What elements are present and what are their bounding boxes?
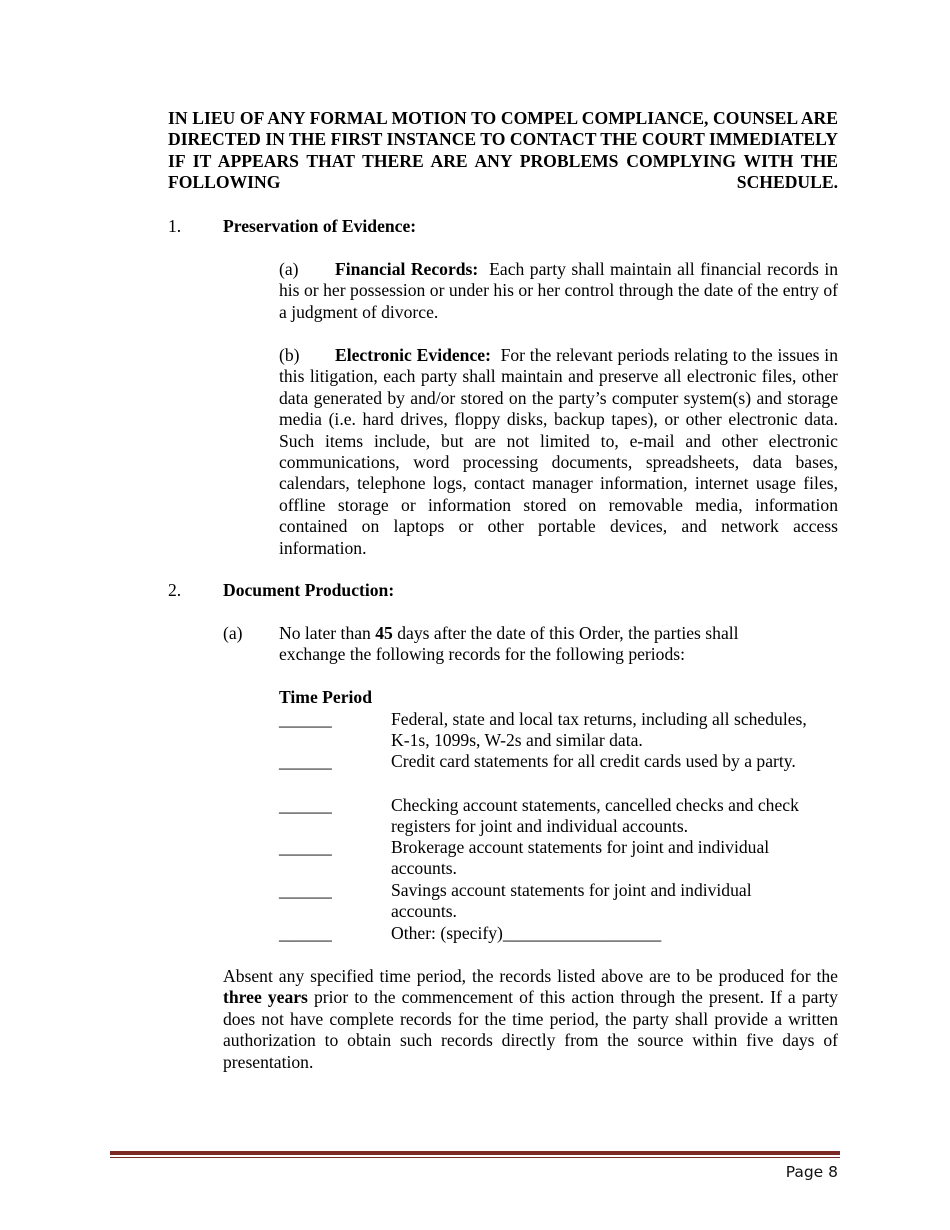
page-number: Page 8 bbox=[785, 1163, 838, 1181]
production-instruction-line-1: No later than 45 days after the date of this Order, the parties shall bbox=[279, 623, 739, 643]
footer-rule-thin bbox=[110, 1157, 840, 1158]
item-label-2a: (a) bbox=[223, 623, 243, 643]
production-instruction bbox=[279, 623, 839, 666]
time-period-blank: ______ bbox=[279, 751, 332, 771]
record-item-brokerage: Brokerage account statements for joint and individual accounts. bbox=[391, 837, 770, 879]
notice-paragraph bbox=[168, 108, 838, 194]
time-period-blank: ______ bbox=[279, 837, 332, 857]
financial-records-paragraph bbox=[279, 259, 838, 323]
electronic-evidence-title: Electronic Evidence: bbox=[335, 345, 491, 365]
time-period-blank: ______ bbox=[279, 709, 332, 729]
section-1-heading: Preservation of Evidence: bbox=[223, 216, 417, 236]
footer-rule-thick bbox=[110, 1151, 840, 1155]
financial-records-title: Financial Records: bbox=[335, 259, 479, 279]
record-item-tax-returns: Federal, state and local tax returns, including all schedules, K-1s, 1099s, W-2s and similar data. bbox=[391, 709, 807, 751]
item-label-1b: (b) bbox=[279, 345, 300, 365]
record-item-other: Other: (specify)__________________ bbox=[391, 923, 662, 943]
notice-text: IN LIEU OF ANY FORMAL MOTION TO COMPEL COMPLIANCE, COUNSEL ARE DIRECTED IN THE FIRST INSTANCE TO CONTACT THE COURT IMMEDIATELY IF IT APPEARS THAT THERE ARE ANY PROBLEMS COMPLYING WITH THE FOLLOWING SCHEDULE. bbox=[168, 108, 838, 193]
item-label-1a: (a) bbox=[279, 259, 299, 279]
record-item-checking: Checking account statements, cancelled checks and check registers for joint and individual accounts. bbox=[391, 795, 799, 837]
closing-paragraph: Absent any specified time period, the records listed above are to be produced for the three years prior to the commencement of this action through the present. If a party does not have complete records for the time period, the party shall provide a written authorization to obtain such records directly from the source within five days of presentation. bbox=[223, 966, 838, 1072]
financial-records-text: Each party shall maintain all financial records in his or her possession or under his or her control through the date of the entry of a judgment of divorce. bbox=[279, 259, 839, 322]
days-count: 45 bbox=[375, 623, 393, 643]
time-period-blank: ______ bbox=[279, 795, 332, 815]
section-2-number: 2. bbox=[168, 580, 182, 600]
record-item-savings: Savings account statements for joint and individual accounts. bbox=[391, 880, 752, 922]
section-2-heading: Document Production: bbox=[223, 580, 395, 600]
time-period-blank: ______ bbox=[279, 923, 332, 943]
record-item-credit-cards: Credit card statements for all credit cards used by a party. bbox=[391, 751, 796, 771]
section-1-number: 1. bbox=[168, 216, 182, 236]
electronic-evidence-text: For the relevant periods relating to the issues in this litigation, each party shall maintain and preserve all electronic files, other data generated by and/or stored on the party’s computer system(s) and storage media (i.e. hard drives, floppy disks, backup tapes), or other electronic data. Such items include, but are not limited to, e-mail and other electronic communications, word processing documents, spreadsheets, data bases, calendars, telephone logs, contact manager information, internet usage files, offline storage or information stored on removable media, information contained on laptops or other portable devices, and network access information. bbox=[279, 345, 838, 558]
time-period-blank: ______ bbox=[279, 880, 332, 900]
electronic-evidence-paragraph bbox=[279, 345, 838, 559]
production-instruction-line-2: exchange the following records for the following periods: bbox=[279, 644, 686, 665]
three-years-emphasis: three years bbox=[223, 987, 308, 1008]
time-period-header: Time Period bbox=[279, 687, 373, 707]
